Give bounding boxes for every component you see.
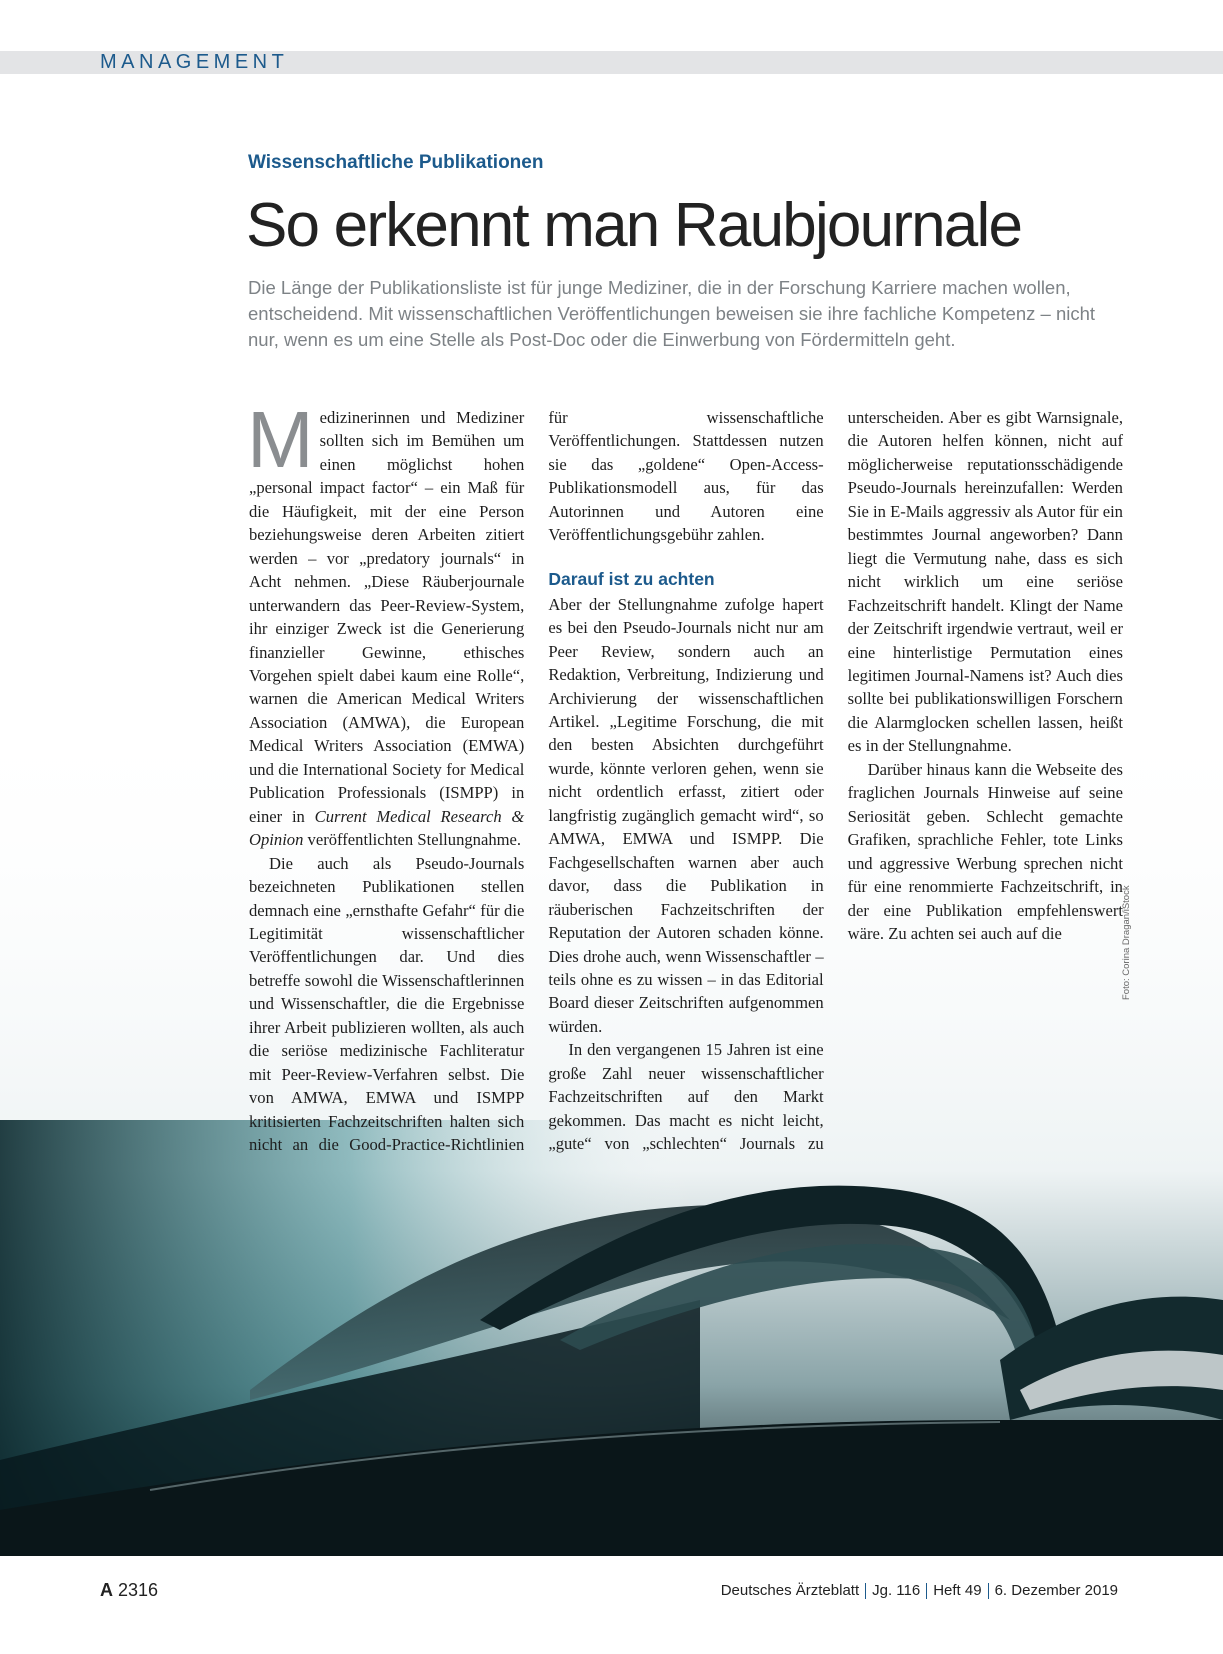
article-lead: Die Länge der Publikationsliste ist für junge Mediziner, die in der Forschung Karriere machen wollen, entscheidend. Mit wissenschaftlichen Veröffentlichungen beweisen sie ihre fachliche Kompetenz – nicht nur, wenn es um eine Stelle als Post-Doc oder die Einwerbung von Fördermitteln geht.: [248, 277, 1096, 350]
date: 6. Dezember 2019: [994, 1582, 1118, 1599]
journal-name-flow: Current Medical Research & Opinion: [249, 806, 525, 850]
article-headline: So erkennt man Raubjournale: [246, 191, 1022, 260]
article-kicker: Wissenschaftliche Publikationen: [248, 152, 544, 173]
page-prefix: A: [100, 1580, 113, 1600]
section-label: MANAGEMENT: [100, 51, 289, 73]
paragraph-4: In den vergangenen 15 Jahren ist eine große Zahl neuer wissenschaftlicher Fachzeitschriften auf den Markt gekommen. Das macht es nicht leicht, „gute“ von „schlechten“ Journals zu unterscheiden. Aber es gibt Warnsignale, die Autoren helfen können, nicht auf möglicherweise reputationsschädigende Pseudo-Journals hereinzufallen: Werden Sie in E-Mails aggressiv als Autor für ein bestimmtes Journal angeworben? Dann liegt die Vermutung nahe, dass es sich nicht wirklich um eine seriöse Fachzeitschrift handelt. Klingt der Name der Zeitschrift irgendwie vertraut, weil er eine hinterlistige Permutation eines legitimen Journal-Namens ist? Auch dies sollte bei publikationswilligen Forschern die Alarmglocken schellen lassen, heißt es in der Stellungnahme.: [548, 408, 1123, 1154]
page-number: [100, 1580, 158, 1601]
photo-credit: Foto: Corina Dragan/iStock: [1121, 885, 1132, 1000]
publication-name: Deutsches Ärzteblatt: [720, 1582, 860, 1599]
paragraph-2-flow: Die auch als Pseudo-Journals bezeichneten Publikationen stellen demnach eine „ernsthafte Gefahr“ für die Legitimität wissenschaftlicher Veröffentlichungen dar. Und dies betreffe sowohl die Wissenschaftlerinnen und Wissenschaftler, die die Ergebnisse ihrer Arbeit publizieren wollten, als auch die seriöse medizinische Fachliteratur mit Peer-Review-Verfahren selbst. Die von AMWA, EMWA und ISMPP kritisierten Fachzeitschriften halten sich nicht an die Good-Practice-Richtlinien für wissenschaftliche Veröffentlichungen. Stattdessen nutzen sie das „goldene“ Open-Access-Publikationsmodell aus, für das Autorinnen und Autoren eine Veröffentlichungsgebühr zahlen.: [249, 408, 824, 1155]
paragraph-5: Darüber hinaus kann die Webseite des fraglichen Journals Hinweise auf seine Seriosität geben. Schlecht gemachte Grafiken, sprachliche Fehler, tote Links und aggressive Werbung sprechen nicht für eine renommierte Fachzeitschrift, in der eine Publikation empfehlenswert wäre. Zu achten sei auch auf die: [847, 759, 1123, 943]
paragraph-1-flow: Medizinerinnen und Mediziner sollten sich im Bemühen um einen möglichst hohen „personal impact factor“ – ein Maß für die Häufigkeit, mit der eine Person beziehungsweise deren Arbeiten zitiert werden – vor „predatory journals“ in Acht nehmen. „Diese Räuberjournale unterwandern das Peer-Review-System, ihr einziger Zweck ist die Generierung finanzieller Gewinne, ethisches Vorgehen spielt dabei kaum eine Rolle“, warnen die American Medical Writers Association (AMWA), die European Medical Writers Association (EMWA) und die International Society for Medical Publication Professionals (ISMPP) in einer in Current Medical Research & Opinion veröffentlichten Stellungnahme.: [247, 395, 525, 850]
article-body: [247, 395, 1123, 1166]
issue: Heft 49: [933, 1582, 982, 1599]
volume: Jg. 116: [872, 1582, 921, 1599]
subheading: Darauf ist zu achten: [548, 568, 715, 589]
separator: [988, 1583, 989, 1599]
footer-info: [721, 1582, 1118, 1599]
page-number-value: 2316: [118, 1580, 159, 1600]
paragraph-3: Aber der Stellungnahme zufolge hapert es bei den Pseudo-Journals nicht nur am Peer Review, sondern auch an Redaktion, Verbreitung, Indizierung und Archivierung der wissenschaftlichen Artikel. „Legitime Forschung, die mit den besten Absichten durchgeführt wurde, könnte verloren gehen, wenn sie nicht ordentlich erfasst, zitiert oder langfristig zugänglich gemacht wird“, so AMWA, EMWA und ISMPP. Die Fachgesellschaften warnen aber auch davor, dass die Publikation in räuberischen Fachzeitschriften der Reputation der Autoren schaden könne. Dies drohe auch, wenn Wissenschaftler – teils ohne es zu wissen – in das Editorial Board dieser Zeitschriften aufgenommen würden.: [548, 594, 824, 1036]
drop-cap-flow: M: [247, 395, 314, 484]
separator: [926, 1583, 927, 1599]
separator: [865, 1583, 866, 1599]
